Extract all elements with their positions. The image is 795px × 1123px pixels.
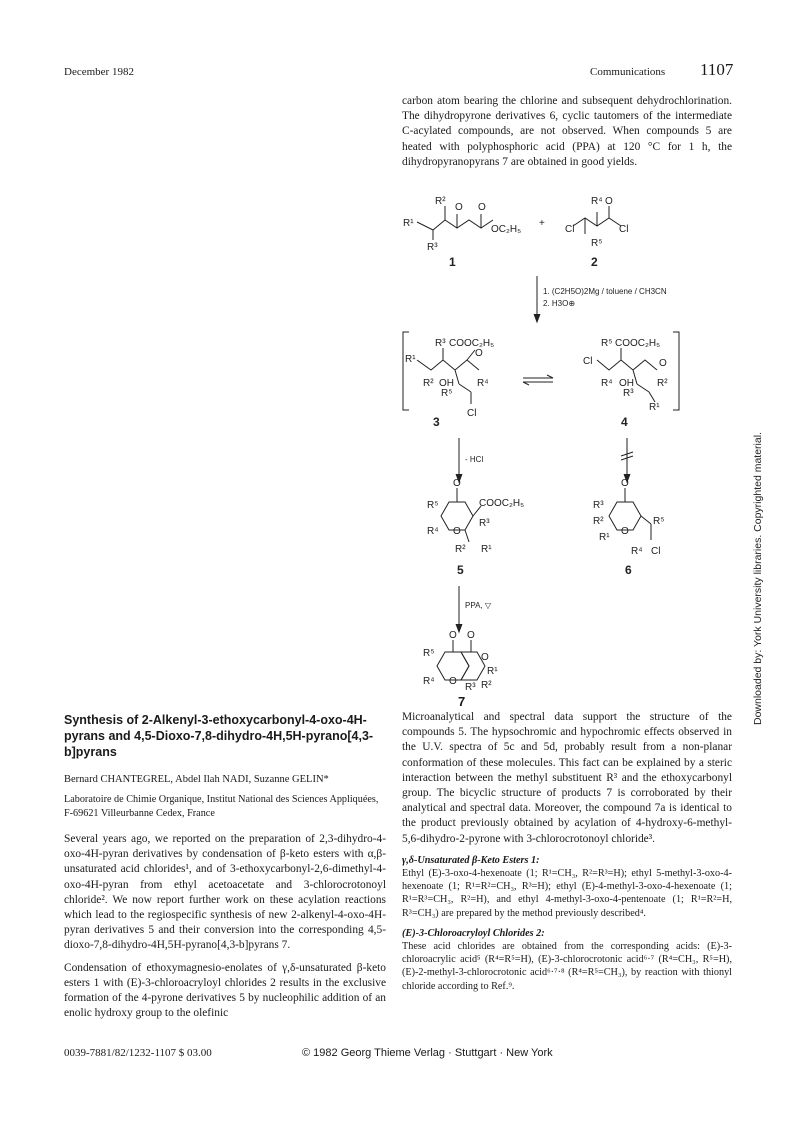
article-body [64, 832, 386, 1021]
svg-text:O: O [449, 676, 457, 687]
svg-text:O: O [481, 652, 489, 663]
svg-text:Cl: Cl [467, 408, 477, 419]
svg-text:R¹: R¹ [487, 666, 498, 677]
svg-text:O: O [449, 630, 457, 641]
svg-text:R²: R² [423, 378, 434, 389]
svg-text:R²: R² [657, 378, 668, 389]
svg-text:R⁵: R⁵ [423, 648, 435, 659]
svg-text:O: O [455, 202, 463, 213]
intro-paragraph-right [402, 94, 732, 170]
reaction-scheme [395, 190, 695, 690]
article-title: Synthesis of 2-Alkenyl-3-ethoxycarbonyl-4-oxo-4H-pyrans and 4,5-Dioxo-7,8-dihydro-4H,5H-pyrano[4,3-b]pyrans [64, 713, 374, 759]
article-paragraph-2: Condensation of ethoxymagnesio-enolates of γ,δ-unsaturated β-keto esters 1 with (E)-3-chloroacryloyl chlorides 2 results in the exclusive formation of the 4-pyrone derivatives 5 by nucleophilic addition of an enolic hydroxy group to the olefinic [64, 961, 386, 1020]
svg-text:R⁵: R⁵ [601, 338, 613, 349]
svg-text:R⁴: R⁴ [427, 526, 439, 537]
label-2: 2 [591, 255, 598, 269]
svg-text:R³: R³ [465, 682, 476, 690]
svg-text:R²: R² [593, 516, 604, 527]
hcl-label: - HCl [465, 455, 484, 464]
svg-text:R⁵: R⁵ [653, 516, 665, 527]
svg-text:COOC₂H₅: COOC₂H₅ [479, 498, 525, 509]
svg-text:R³: R³ [435, 338, 446, 349]
svg-text:O: O [467, 630, 475, 641]
svg-text:R⁴: R⁴ [601, 378, 613, 389]
svg-text:R⁵: R⁵ [591, 238, 603, 249]
svg-text:Cl: Cl [583, 356, 593, 367]
svg-text:R³: R³ [427, 242, 438, 253]
svg-text:R¹: R¹ [649, 402, 660, 413]
article-right-column [402, 710, 732, 993]
svg-text:Cl: Cl [565, 224, 575, 235]
svg-text:R⁴: R⁴ [591, 196, 603, 207]
structure-7 [423, 630, 498, 690]
text-keto-esters: Ethyl (E)-3-oxo-4-hexenoate (1; R¹=CH₃, R²=R³=H); ethyl 5-methyl-3-oxo-4-hexenoate (1; R¹=R²=CH₃, R³=H); ethyl (E)-4-methyl-3-oxo-4-hexenoate (1; R¹=R³=CH₃, R²=H), and ethyl 4-methyl-3-oxo-4-pentenoate (1; R¹=R²=H, R³=CH₃) are prepared by the method previously described⁴. [402, 868, 732, 919]
svg-text:R⁴: R⁴ [477, 378, 489, 389]
footer-publisher: © 1982 Georg Thieme Verlag · Stuttgart · New York [302, 1047, 553, 1059]
svg-text:R²: R² [481, 680, 492, 690]
svg-text:R³: R³ [623, 388, 634, 399]
structure-5 [427, 478, 524, 555]
svg-text:O: O [453, 526, 461, 537]
structure-6 [593, 478, 664, 557]
text-acid-chlorides: These acid chlorides are obtained from the corresponding acids: (E)-3-chloroacrylic acid⁵ (R⁴=R⁵=H), (E)-3-chlorocrotonic acid⁶·⁷ (R⁴=CH₃, R⁵=H), (E)-2-methyl-3-chlorocrotonic acid⁶·⁷·⁸ (R⁴=R⁵=CH₃), by reaction with thionyl chloride according to Ref.⁹. [402, 941, 732, 992]
svg-text:R¹: R¹ [481, 544, 492, 555]
structure-4 [583, 338, 668, 413]
article-institution: Laboratoire de Chimie Organique, Institut National des Sciences Appliquées, F-69621 Villeurbanne Cedex, France [64, 794, 379, 819]
header-section: Communications [590, 66, 666, 78]
label-4: 4 [621, 415, 628, 429]
heading-keto-esters: γ,δ-Unsaturated β-Keto Esters 1: [402, 854, 540, 866]
ppa-label: PPA, ▽ [465, 601, 492, 610]
svg-text:COOC₂H₅: COOC₂H₅ [615, 338, 661, 349]
download-notice: Downloaded by: York University libraries. Copyrighted material. [752, 432, 764, 725]
svg-text:R³: R³ [479, 518, 490, 529]
svg-text:R²: R² [455, 544, 466, 555]
svg-text:R¹: R¹ [599, 532, 610, 543]
svg-text:Cl: Cl [619, 224, 629, 235]
svg-text:R¹: R¹ [403, 218, 414, 229]
right-paragraph: Microanalytical and spectral data support the structure of the compounds 5. The hypsochromic and hypochromic effects observed in the U.V. spectra of 5c and 5d, probably result from a non-planar conformation of these molecules. This fact can be explained by a steric interaction between the methyl substituent R³ and the ethoxycarbonyl group. The bicyclic structure of products 7 is corroborated by their analytical and spectral data. Moreover, the compound 7a is identical to the product previously obtained by acylation of 4-hydroxy-6-methyl-5,6-dihydro-2-pyrone with 3-chlorocrotonoyl chloride³. [402, 711, 732, 845]
label-5: 5 [457, 563, 464, 577]
svg-text:COOC₂H₅: COOC₂H₅ [449, 338, 495, 349]
label-1: 1 [449, 255, 456, 269]
footer-code: 0039-7881/82/1232-1107 $ 03.00 [64, 1047, 212, 1059]
svg-text:R²: R² [435, 196, 446, 207]
svg-text:R⁴: R⁴ [631, 546, 643, 557]
article-left-column [64, 712, 386, 1021]
svg-text:R⁵: R⁵ [427, 500, 439, 511]
svg-text:O: O [478, 202, 486, 213]
svg-text:OH: OH [619, 378, 634, 389]
svg-text:R³: R³ [593, 500, 604, 511]
svg-text:O: O [475, 348, 483, 359]
svg-text:OC₂H₅: OC₂H₅ [491, 224, 522, 235]
reagent-step-2: 2. H3O⊕ [543, 299, 576, 308]
reagent-step-1: 1. (C2H5O)2Mg / toluene / CH3CN [543, 287, 667, 296]
structure-3 [405, 338, 494, 419]
page-number: 1107 [700, 60, 734, 79]
svg-text:R¹: R¹ [405, 354, 416, 365]
header-date: December 1982 [64, 66, 134, 78]
svg-text:+: + [539, 218, 545, 229]
structure-1 [403, 196, 545, 253]
label-3: 3 [433, 415, 440, 429]
svg-text:O: O [621, 478, 629, 489]
svg-text:R⁵: R⁵ [441, 388, 453, 399]
label-7: 7 [458, 694, 466, 709]
article-paragraph-1: Several years ago, we reported on the preparation of 2,3-dihydro-4-oxo-4H-pyran derivatives by condensation of β-keto esters with α,β-unsaturated acid chlorides¹, and of 3-ethoxycarbonyl-2,6-dimethyl-4-oxo-4H-pyran from ethyl acetoacetate and 3-chlorocrotonoyl chloride². We now report further work on these acylation reactions which lead to the regiospecific synthesis of new 2-alkenyl-4-oxo-4H-pyran derivatives 5 and their conversion into the corresponding 4,5-dioxo-7,8-dihydro-4H,5H-pyrano[4,3-b]pyrans 7. [64, 833, 386, 952]
svg-text:O: O [659, 358, 667, 369]
intro-text: carbon atom bearing the chlorine and subsequent dehydrochlorination. The dihydropyrone derivatives 6, cyclic tautomers of the intermediate C-acylated compounds, are not observed. When compounds 5 are heated with polyphosphoric acid (PPA) at 120 °C for 1 h, the dihydropyranopyrans 7 are obtained in good yields. [402, 95, 732, 168]
svg-text:O: O [621, 526, 629, 537]
svg-text:O: O [453, 478, 461, 489]
structure-2 [565, 196, 628, 249]
svg-text:O: O [605, 196, 613, 207]
heading-acid-chlorides: (E)-3-Chloroacryloyl Chlorides 2: [402, 927, 545, 939]
svg-text:Cl: Cl [651, 546, 661, 557]
label-6: 6 [625, 563, 632, 577]
article-authors: Bernard CHANTEGREL, Abdel Ilah NADI, Suzanne GELIN* [64, 774, 329, 785]
svg-text:R⁴: R⁴ [423, 676, 435, 687]
svg-text:OH: OH [439, 378, 454, 389]
